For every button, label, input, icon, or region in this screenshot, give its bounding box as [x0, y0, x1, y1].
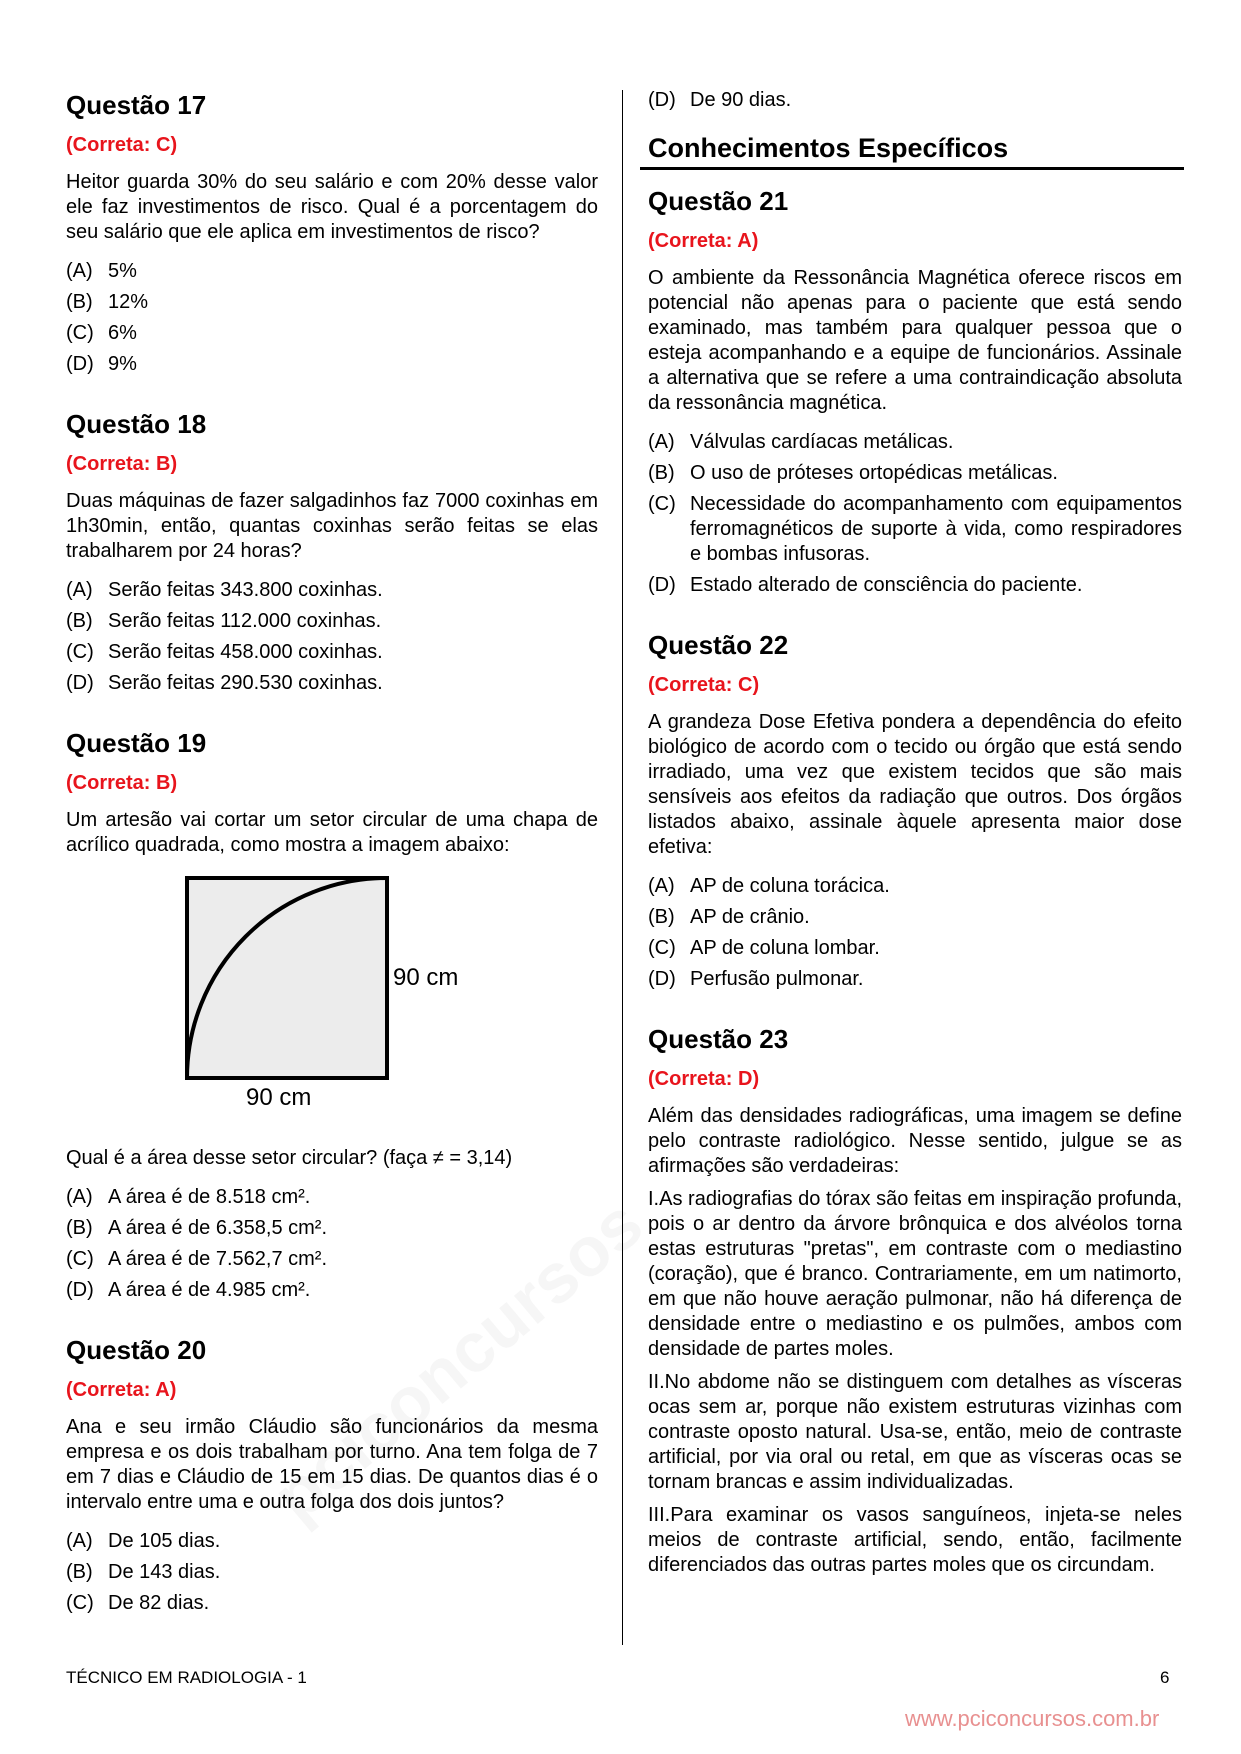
left-column	[66, 88, 598, 1646]
question-stem: Heitor guarda 30% do seu salário e com 20% desse valor ele faz investimentos de risco. Qual é a porcentagem do seu salário que ele aplica em investimentos de risco?	[66, 171, 598, 243]
question-21	[648, 184, 1182, 598]
statement-i: I.As radiografias do tórax são feitas em inspiração profunda, pois o ar dentro da árvore brônquica e dos alvéolos torna estas estruturas "pretas", em contraste com o mediastino (coração), que é branco. Contrariamente, em um natimorto, em que não houve aeração pulmonar, não há diferença de densidade entre o mediastino e os pulmões, ambos com densidade de partes moles.	[648, 1188, 1182, 1360]
option-d: (D) Perfusão pulmonar.	[648, 968, 864, 990]
correct-answer: (Correta: B)	[66, 453, 178, 475]
square-plate	[187, 878, 387, 1078]
option-a: (A) 5%	[66, 260, 137, 282]
option-c: (C) 6%	[66, 322, 137, 344]
options-list-continued	[648, 88, 1182, 113]
option-c: (C) A área é de 7.562,7 cm².	[66, 1248, 328, 1270]
option-b: (B) A área é de 6.358,5 cm².	[66, 1217, 328, 1239]
option-b: (B) AP de crânio.	[648, 906, 810, 928]
correct-answer: (Correta: C)	[66, 134, 178, 156]
options-list	[66, 259, 598, 377]
option-a: (A) De 105 dias.	[66, 1530, 221, 1552]
option-d: (D) Serão feitas 290.530 coxinhas.	[66, 672, 383, 694]
statement-iii: III.Para examinar os vasos sanguíneos, injeta-se neles meios de contraste artificial, sendo, então, facilmente diferenciados das outras partes moles que os circundam.	[648, 1504, 1182, 1576]
options-list	[66, 578, 598, 696]
question-title: Questão 17	[66, 90, 207, 120]
question-title: Questão 22	[648, 630, 789, 660]
site-url[interactable]: www.pciconcursos.com.br	[905, 1706, 1160, 1731]
question-stem: A grandeza Dose Efetiva pondera a dependência do efeito biológico de acordo com o tecido ou órgão que está sendo irradiado, uma vez que existem tecidos que são mais sensíveis aos efeitos da radiação que outros. Dos órgãos listados abaixo, assinale àquele apresenta maior dose efetiva:	[648, 711, 1182, 858]
section-heading: Conhecimentos Específicos	[640, 131, 1184, 170]
question-18	[66, 407, 598, 696]
option-a: (A) Válvulas cardíacas metálicas.	[648, 431, 954, 453]
question-title: Questão 23	[648, 1024, 789, 1054]
correct-answer: (Correta: A)	[66, 1379, 177, 1401]
question-title: Questão 18	[66, 409, 207, 439]
option-c: (C) Necessidade do acompanhamento com equipamentos ferromagnéticos de suporte à vida, como respiradores e bombas infusoras.	[648, 493, 1182, 565]
option-a: (A) A área é de 8.518 cm².	[66, 1186, 311, 1208]
question-17	[66, 88, 598, 377]
correct-answer: (Correta: B)	[66, 772, 178, 794]
right-column	[648, 88, 1182, 1608]
option-a: (A) AP de coluna torácica.	[648, 875, 890, 897]
options-list	[66, 1185, 598, 1303]
correct-answer: (Correta: A)	[648, 230, 759, 252]
option-b: (B) De 143 dias.	[66, 1561, 221, 1583]
footer-exam-name: TÉCNICO EM RADIOLOGIA - 1	[66, 1668, 307, 1687]
option-d: (D) De 90 dias.	[648, 89, 792, 111]
question-20	[66, 1333, 598, 1616]
option-a: (A) Serão feitas 343.800 coxinhas.	[66, 579, 383, 601]
question-title: Questão 21	[648, 186, 789, 216]
quarter-circle-figure	[66, 872, 598, 1122]
options-list	[648, 874, 1182, 992]
question-22	[648, 628, 1182, 992]
option-d: (D) Estado alterado de consciência do paciente.	[648, 574, 1083, 596]
option-c: (C) De 82 dias.	[66, 1592, 210, 1614]
question-stem: Um artesão vai cortar um setor circular de uma chapa de acrílico quadrada, como mostra a imagem abaixo:	[66, 809, 598, 856]
question-title: Questão 20	[66, 1335, 207, 1365]
option-d: (D) A área é de 4.985 cm².	[66, 1279, 311, 1301]
column-divider	[622, 90, 623, 1645]
option-c: (C) AP de coluna lombar.	[648, 937, 880, 959]
bottom-length-label: 90 cm	[246, 1084, 312, 1111]
question-stem: Ana e seu irmão Cláudio são funcionários da mesma empresa e os dois trabalham por turno. Ana tem folga de 7 em 7 dias e Cláudio de 15 em 15 dias. De quantos dias é o intervalo entre uma e outra folga dos dois juntos?	[66, 1416, 598, 1513]
correct-answer: (Correta: D)	[648, 1068, 760, 1090]
correct-answer: (Correta: C)	[648, 674, 760, 696]
question-19	[66, 726, 598, 1303]
question-stem: Além das densidades radiográficas, uma imagem se define pelo contraste radiológico. Nesse sentido, julgue se as afirmações são verdadeiras:	[648, 1105, 1182, 1177]
question-23	[648, 1022, 1182, 1578]
options-list	[648, 430, 1182, 598]
option-b: (B) 12%	[66, 291, 149, 313]
page-number: 6	[1160, 1668, 1170, 1687]
question-stem: O ambiente da Ressonância Magnética oferece riscos em potencial não apenas para o paciente que está sendo examinado, mas também para qualquer pessoa que o esteja acompanhando e a equipe de funcionários. Assinale a alternativa que se refere a uma contraindicação absoluta da ressonância magnética.	[648, 267, 1182, 414]
statement-ii: II.No abdome não se distinguem com detalhes as vísceras ocas sem ar, porque não existem estruturas vizinhas com contraste oposto natural. Usa-se, então, meio de contraste artificial, por via oral ou retal, em que as vísceras ocas se tornam brancas e assim individualizadas.	[648, 1371, 1182, 1493]
option-d: (D) 9%	[66, 353, 137, 375]
question-title: Questão 19	[66, 728, 207, 758]
side-length-label: 90 cm	[393, 964, 459, 991]
option-b: (B) Serão feitas 112.000 coxinhas.	[66, 610, 382, 632]
option-c: (C) Serão feitas 458.000 coxinhas.	[66, 641, 383, 663]
option-b: (B) O uso de próteses ortopédicas metálicas.	[648, 462, 1058, 484]
options-list	[66, 1529, 598, 1616]
question-prompt: Qual é a área desse setor circular? (faça ≠ = 3,14)	[66, 1147, 513, 1169]
square-sector-diagram	[66, 872, 598, 1122]
question-stem: Duas máquinas de fazer salgadinhos faz 7000 coxinhas em 1h30min, então, quantas coxinhas serão feitas se elas trabalharem por 24 horas?	[66, 490, 598, 562]
